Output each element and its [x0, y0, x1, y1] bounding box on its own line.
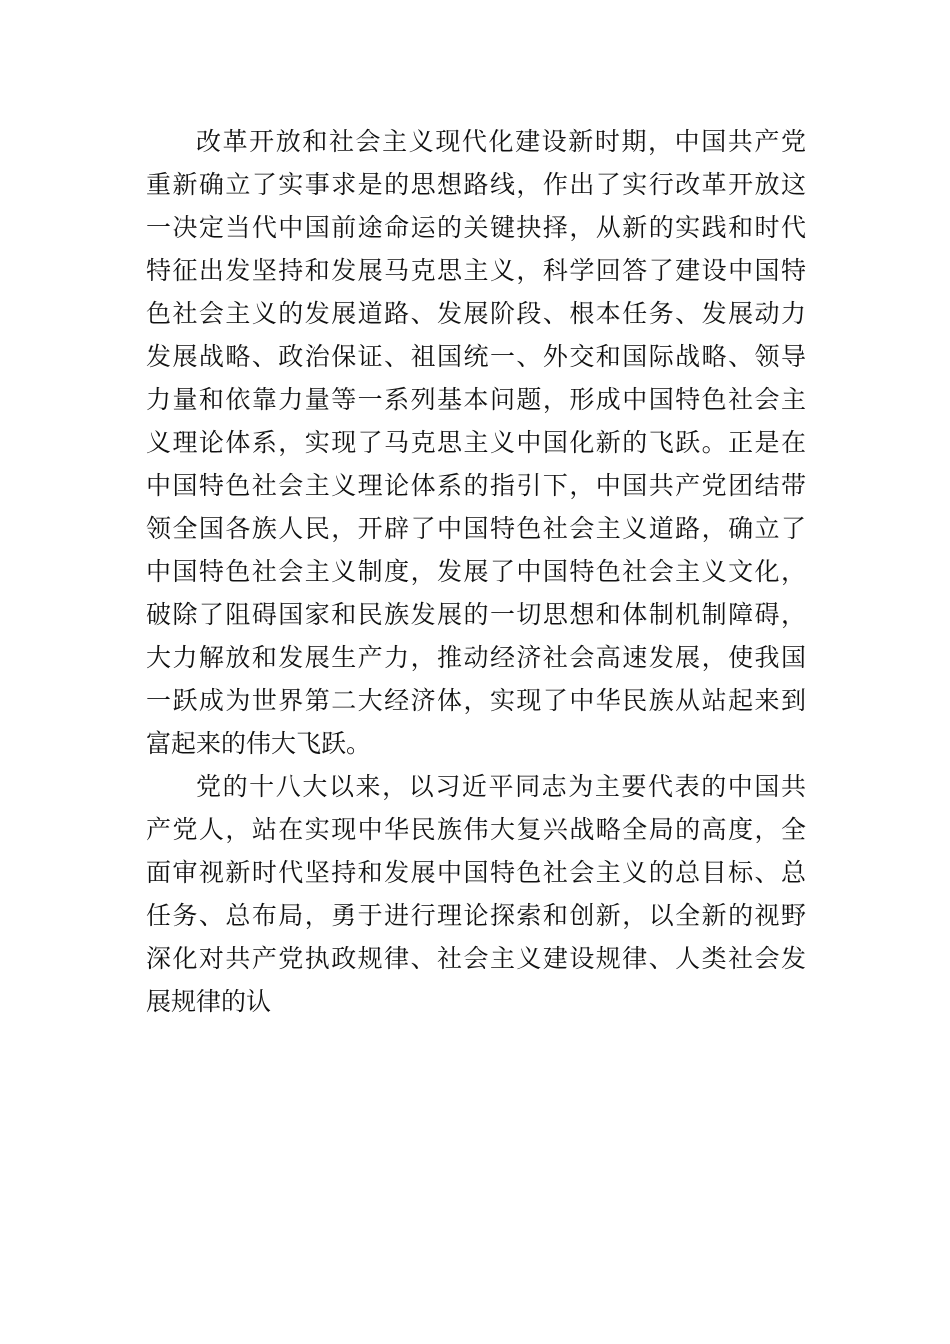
paragraph-line: 一跃成为世界第二大经济体，实现了中华民族从站起来到	[146, 686, 806, 715]
paragraph-line: 色社会主义的发展道路、发展阶段、根本任务、发展动力	[146, 299, 806, 328]
paragraph-line: 领全国各族人民，开辟了中国特色社会主义道路，确立了	[146, 514, 806, 543]
paragraph-line: 党的十八大以来，以习近平同志为主要代表的中国共	[196, 772, 806, 801]
paragraph-line: 重新确立了实事求是的思想路线，作出了实行改革开放这	[146, 170, 806, 199]
paragraph-line: 大力解放和发展生产力，推动经济社会高速发展，使我国	[146, 643, 806, 672]
paragraph-line: 一决定当代中国前途命运的关键抉择，从新的实践和时代	[146, 213, 806, 242]
document-body	[146, 120, 806, 1023]
paragraph-1	[146, 120, 806, 765]
paragraph-line: 中国特色社会主义理论体系的指引下，中国共产党团结带	[146, 471, 806, 500]
paragraph-line: 特征出发坚持和发展马克思主义，科学回答了建设中国特	[146, 256, 806, 285]
paragraph-line: 富起来的伟大飞跃。	[146, 729, 372, 758]
paragraph-line: 面审视新时代坚持和发展中国特色社会主义的总目标、总	[146, 858, 806, 887]
paragraph-line: 中国特色社会主义制度，发展了中国特色社会主义文化，	[146, 557, 806, 586]
paragraph-line: 力量和依靠力量等一系列基本问题，形成中国特色社会主	[146, 385, 806, 414]
paragraph-line: 产党人，站在实现中华民族伟大复兴战略全局的高度，全	[146, 815, 806, 844]
paragraph-line: 深化对共产党执政规律、社会主义建设规律、人类社会发	[146, 944, 806, 973]
paragraph-line: 改革开放和社会主义现代化建设新时期，中国共产党	[196, 127, 806, 156]
paragraph-line: 破除了阻碍国家和民族发展的一切思想和体制机制障碍，	[146, 600, 806, 629]
paragraph-line: 展规律的认	[146, 987, 272, 1016]
paragraph-line: 发展战略、政治保证、祖国统一、外交和国际战略、领导	[146, 342, 806, 371]
paragraph-2	[146, 765, 806, 1023]
paragraph-line: 义理论体系，实现了马克思主义中国化新的飞跃。正是在	[146, 428, 806, 457]
paragraph-line: 任务、总布局，勇于进行理论探索和创新，以全新的视野	[146, 901, 806, 930]
